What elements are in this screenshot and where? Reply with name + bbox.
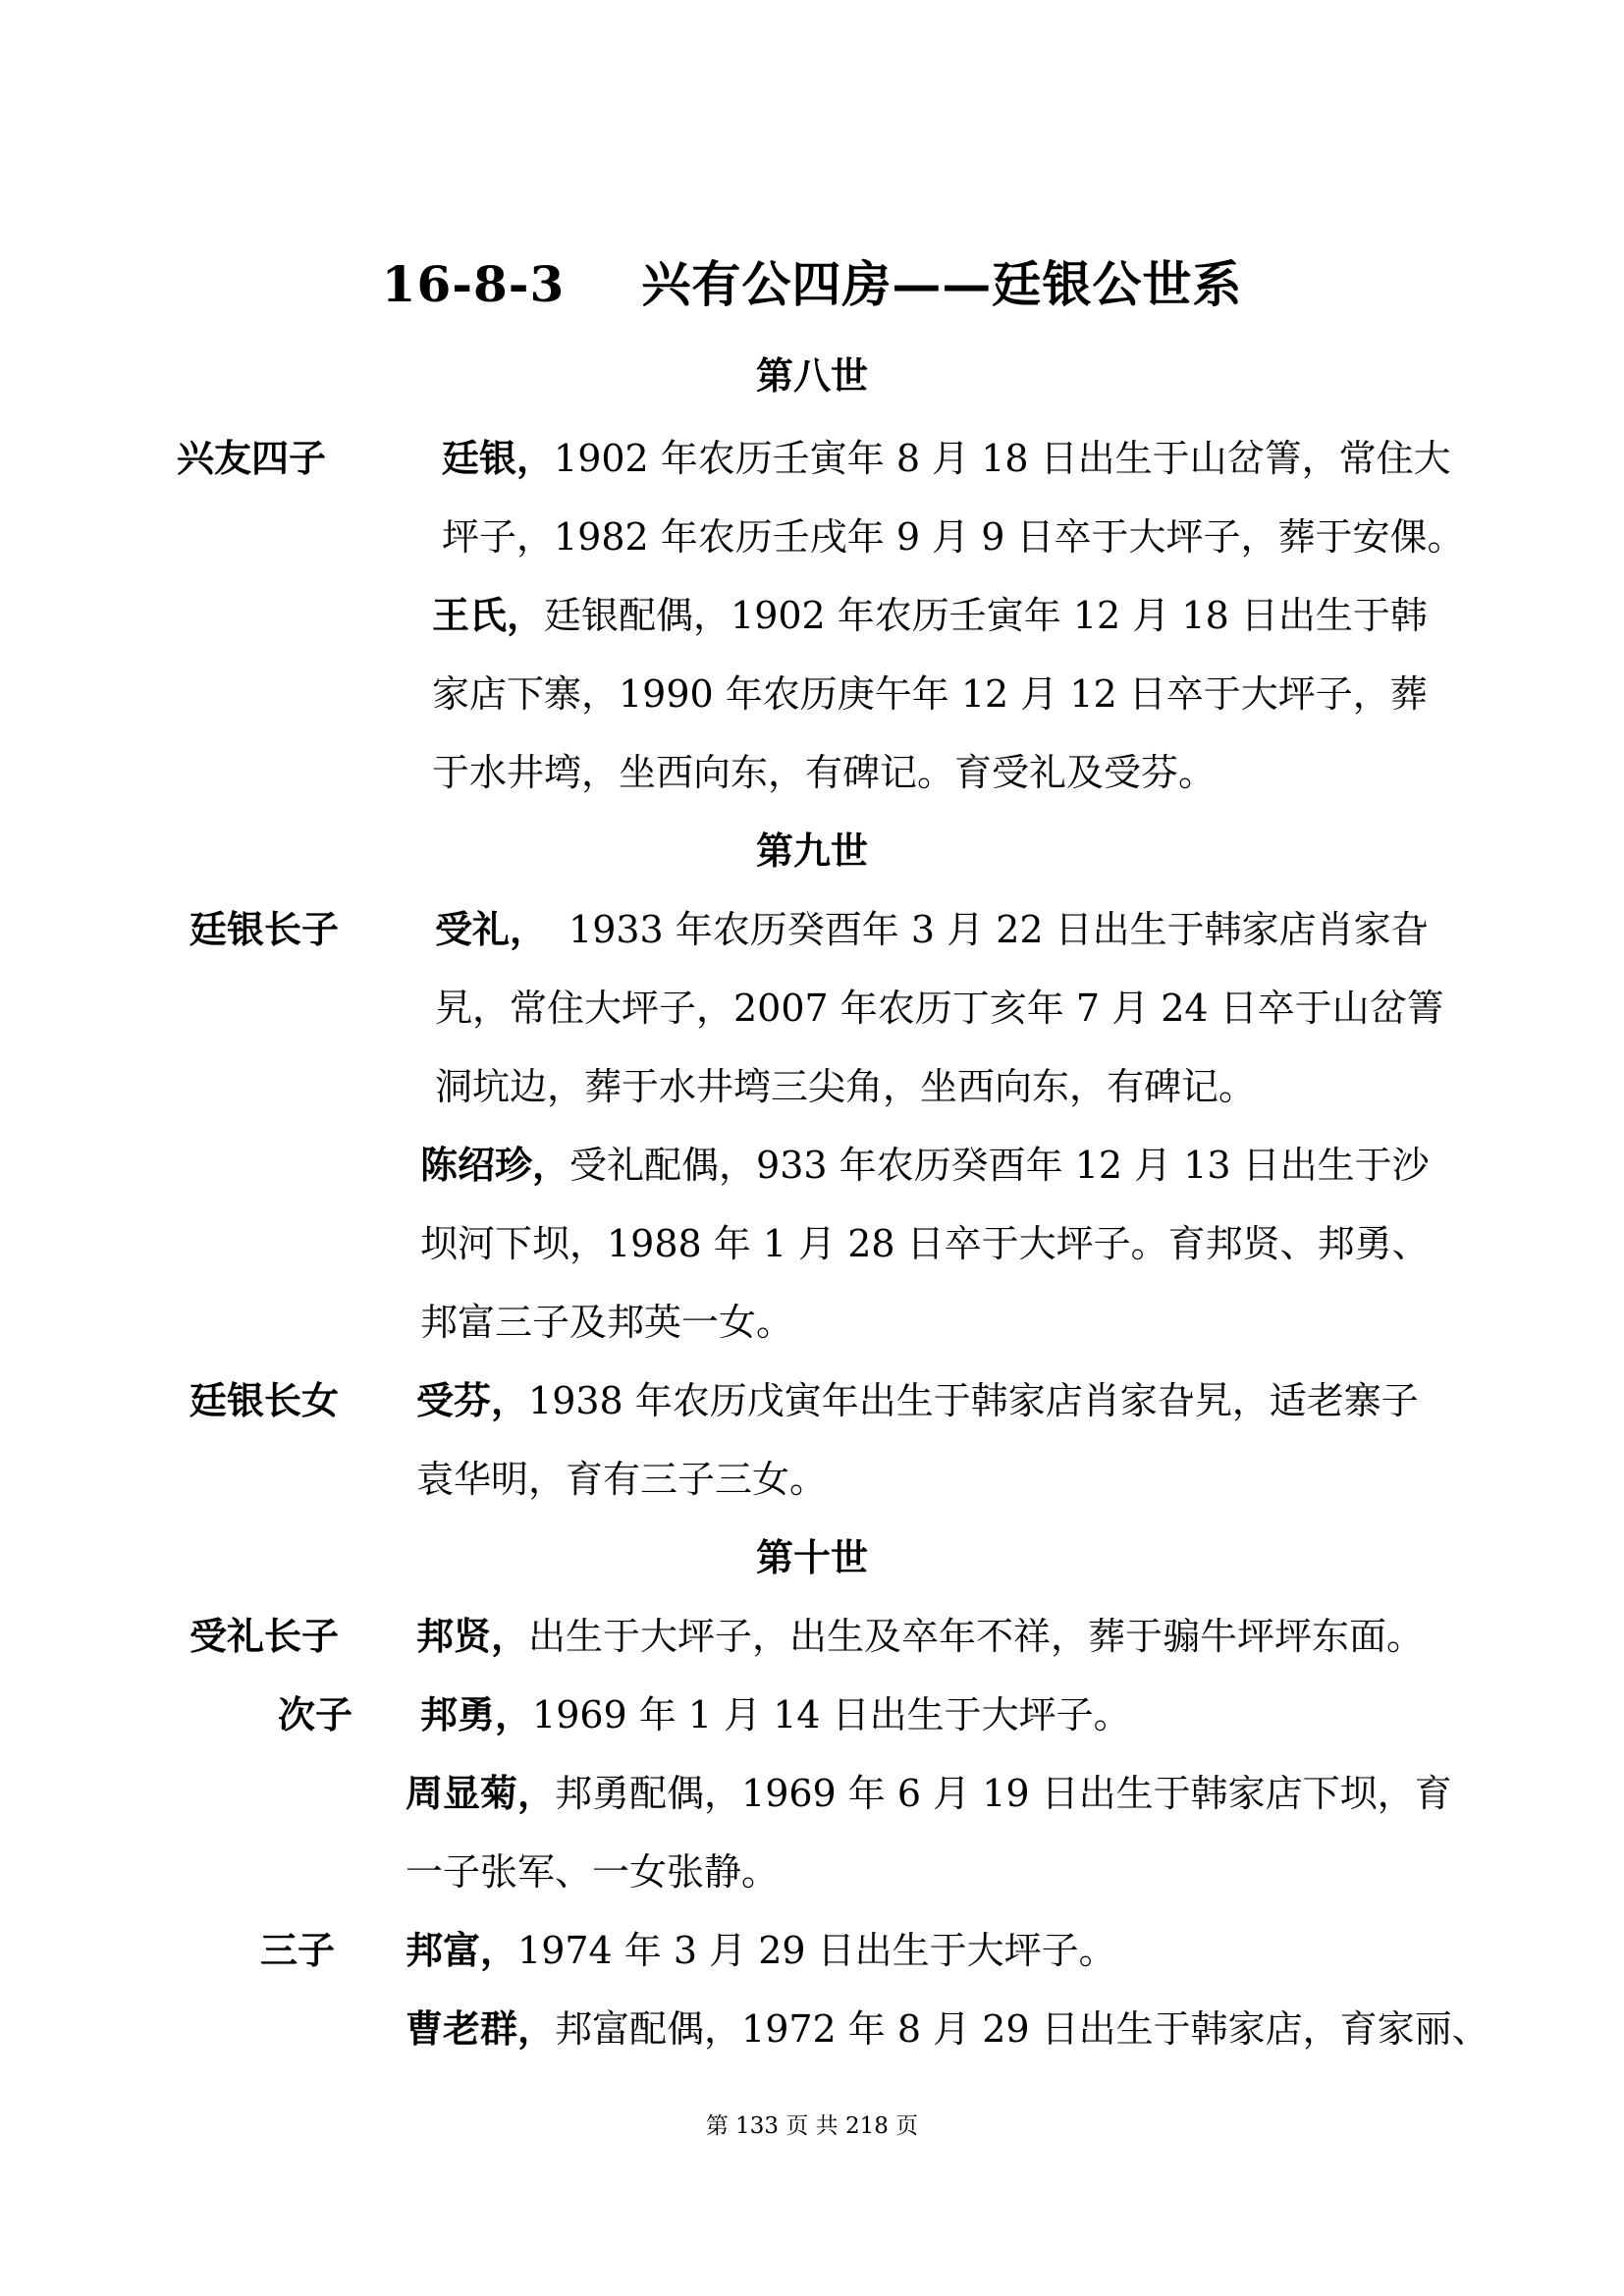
entry-line: 于水井塆，坐西向东，有碑记。育受礼及受芬。 xyxy=(432,751,1217,794)
generation-heading-9: 第九世 xyxy=(755,828,868,873)
entry-text: 出生于大坪子，出生及卒年不祥，葬于骟牛坪坪东面。 xyxy=(528,1615,1425,1658)
entry-text: 受礼配偶，933 年农历癸酉年 12 月 13 日出生于沙 xyxy=(569,1144,1430,1187)
entry-line: 旯，常住大坪子，2007 年农历丁亥年 7 月 24 日卒于山岔箐 xyxy=(435,987,1444,1030)
person-name: 邦勇， xyxy=(420,1692,533,1736)
entry-line xyxy=(406,1999,1489,2053)
person-name: 廷银， xyxy=(442,436,555,480)
person-name: 周显菊， xyxy=(406,1771,556,1815)
person-name: 受芬， xyxy=(416,1378,529,1422)
entry-line xyxy=(442,428,1451,482)
generation-heading-8: 第八世 xyxy=(755,353,868,398)
section-number: 16-8-3 xyxy=(381,255,566,313)
entry-text: 1969 年 1 月 14 日出生于大坪子。 xyxy=(532,1693,1131,1736)
entry-text: 1902 年农历壬寅年 8 月 18 日出生于山岔箐，常住大 xyxy=(554,437,1451,480)
entry-line xyxy=(406,1763,1452,1817)
entry-line: 家店下寨，1990 年农历庚午年 12 月 12 日卒于大坪子，葬 xyxy=(432,672,1428,716)
entry-line: 袁华明，育有三子三女。 xyxy=(416,1458,828,1501)
relation-label: 廷银长女 xyxy=(189,1378,340,1422)
entry-line xyxy=(416,1370,1419,1424)
relation-label: 廷银长子 xyxy=(189,907,340,951)
entry-line xyxy=(416,1606,1424,1660)
entry-text: 1974 年 3 月 29 日出生于大坪子。 xyxy=(517,1929,1116,1972)
person-name: 受礼， xyxy=(435,907,548,951)
section-heading: 兴有公四房——廷银公世系 xyxy=(641,255,1243,313)
person-name: 邦贤， xyxy=(416,1614,529,1658)
relation-label: 次子 xyxy=(278,1692,353,1736)
person-name: 邦富， xyxy=(406,1928,518,1972)
entry-text: 邦富配偶，1972 年 8 月 29 日出生于韩家店，育家丽、 xyxy=(555,2007,1489,2051)
entry-line xyxy=(432,585,1428,639)
relation-label: 三子 xyxy=(260,1928,336,1972)
entry-line: 坪子，1982 年农历壬戌年 9 月 9 日卒于大坪子，葬于安倮。 xyxy=(442,515,1465,559)
person-name: 陈绍珍， xyxy=(420,1143,570,1187)
generation-heading-10: 第十世 xyxy=(755,1535,868,1579)
relation-label: 受礼长子 xyxy=(189,1614,340,1658)
entry-line xyxy=(420,1135,1430,1189)
entry-line: 邦富三子及邦英一女。 xyxy=(420,1301,794,1344)
entry-text: 1938 年农历戊寅年出生于韩家店肖家旮旯，适老寨子 xyxy=(528,1379,1419,1422)
entry-line xyxy=(406,1920,1116,1974)
entry-text: 邦勇配偶，1969 年 6 月 19 日出生于韩家店下坝，育 xyxy=(555,1772,1452,1815)
entry-line: 坝河下坝，1988 年 1 月 28 日卒于大坪子。育邦贤、邦勇、 xyxy=(420,1222,1430,1265)
entry-text: 廷银配偶，1902 年农历壬寅年 12 月 18 日出生于韩 xyxy=(544,594,1428,637)
relation-label: 兴友四子 xyxy=(177,436,327,480)
page-footer: 第 133 页 共 218 页 xyxy=(705,2113,919,2139)
section-title xyxy=(0,245,1624,316)
person-name: 曹老群， xyxy=(406,2006,556,2051)
entry-line: 一子张军、一女张静。 xyxy=(406,1850,780,1894)
entry-line xyxy=(420,1684,1131,1738)
entry-line xyxy=(435,899,1429,953)
entry-text: 1933 年农历癸酉年 3 月 22 日出生于韩家店肖家旮 xyxy=(568,908,1429,951)
entry-line: 洞坑边，葬于水井塆三尖角，坐西向东，有碑记。 xyxy=(435,1065,1257,1108)
person-name: 王氏， xyxy=(432,593,545,637)
